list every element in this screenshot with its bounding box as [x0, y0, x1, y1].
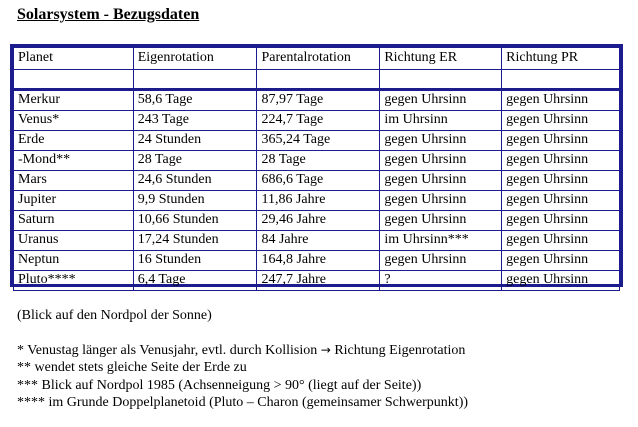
table-cell: gegen Uhrsinn: [502, 131, 620, 151]
note-venus-direction: Richtung Eigenrotation: [334, 342, 466, 358]
table-cell: gegen Uhrsinn: [502, 151, 620, 171]
table-blank-row: [14, 70, 620, 90]
table-cell: gegen Uhrsinn: [502, 90, 620, 111]
table-cell: Saturn: [14, 211, 134, 231]
table-cell: Jupiter: [14, 191, 134, 211]
note-mond: ** wendet stets gleiche Seite der Erde zu: [17, 360, 247, 375]
arrow-right-icon: →: [320, 342, 331, 357]
table-row: [14, 171, 620, 191]
table-row: [14, 211, 620, 231]
table-cell: 686,6 Tage: [257, 171, 380, 191]
table-row: [14, 251, 620, 271]
table-cell: -Mond**: [14, 151, 134, 171]
table-cell: gegen Uhrsinn: [502, 171, 620, 191]
table-cell: gegen Uhrsinn: [502, 271, 620, 291]
table-cell: 164,8 Jahre: [257, 251, 380, 271]
table-cell: gegen Uhrsinn: [502, 111, 620, 131]
table-cell: gegen Uhrsinn: [380, 211, 502, 231]
note-pluto: **** im Grunde Doppelplanetoid (Pluto – Charon (gemeinsamer Schwerpunkt)): [17, 395, 469, 410]
table-cell: Mars: [14, 171, 134, 191]
table-row: [14, 90, 620, 111]
table-cell: Uranus: [14, 231, 134, 251]
table-cell: 365,24 Tage: [257, 131, 380, 151]
table-row: [14, 131, 620, 151]
table-cell: 224,7 Tage: [257, 111, 380, 131]
table-header-row: [14, 48, 620, 70]
reference-data-table: [13, 47, 620, 291]
table-cell: gegen Uhrsinn: [380, 151, 502, 171]
page-title: Solarsystem - Bezugsdaten: [17, 6, 200, 23]
table-cell: 28 Tage: [257, 151, 380, 171]
table-cell: 17,24 Stunden: [133, 231, 257, 251]
note-view: (Blick auf den Nordpol der Sonne): [17, 308, 212, 323]
table-cell: 16 Stunden: [133, 251, 257, 271]
header-planet: Planet: [14, 48, 134, 70]
note-venus-text: * Venustag länger als Venusjahr, evtl. durch Kollision: [17, 342, 318, 358]
table-row: [14, 271, 620, 291]
table-cell: gegen Uhrsinn: [502, 191, 620, 211]
table-cell: gegen Uhrsinn: [502, 251, 620, 271]
table-cell: gegen Uhrsinn: [502, 211, 620, 231]
table-row: [14, 111, 620, 131]
table-cell: 6,4 Tage: [133, 271, 257, 291]
table-row: [14, 151, 620, 171]
note-venus: [17, 342, 468, 360]
table-cell: Venus*: [14, 111, 134, 131]
header-parentalrotation: Parentalrotation: [257, 48, 380, 70]
table-row: [14, 231, 620, 251]
table-cell: 11,86 Jahre: [257, 191, 380, 211]
table-cell: 84 Jahre: [257, 231, 380, 251]
table-cell: ?: [380, 271, 502, 291]
table-cell: 243 Tage: [133, 111, 257, 131]
header-richtung-pr: Richtung PR: [502, 48, 620, 70]
table-cell: Erde: [14, 131, 134, 151]
table-cell: gegen Uhrsinn: [380, 131, 502, 151]
table-cell: 9,9 Stunden: [133, 191, 257, 211]
table-cell: Pluto****: [14, 271, 134, 291]
table-cell: 58,6 Tage: [133, 90, 257, 111]
table-cell: gegen Uhrsinn: [380, 90, 502, 111]
note-uranus: *** Blick auf Nordpol 1985 (Achsenneigung > 90° (liegt auf der Seite)): [17, 377, 422, 393]
table-cell: gegen Uhrsinn: [502, 231, 620, 251]
table-cell: Neptun: [14, 251, 134, 271]
table-cell: 10,66 Stunden: [133, 211, 257, 231]
table-cell: 24 Stunden: [133, 131, 257, 151]
table-cell: gegen Uhrsinn: [380, 191, 502, 211]
table-cell: Merkur: [14, 90, 134, 111]
footnotes: [17, 307, 468, 412]
table-row: [14, 191, 620, 211]
table-cell: 87,97 Tage: [257, 90, 380, 111]
table-cell: im Uhrsinn***: [380, 231, 502, 251]
table-cell: 247,7 Jahre: [257, 271, 380, 291]
header-richtung-er: Richtung ER: [380, 48, 502, 70]
header-eigenrotation: Eigenrotation: [133, 48, 257, 70]
table-cell: gegen Uhrsinn: [380, 171, 502, 191]
table-cell: 29,46 Jahre: [257, 211, 380, 231]
table-cell: gegen Uhrsinn: [380, 251, 502, 271]
table-cell: im Uhrsinn: [380, 111, 502, 131]
table-cell: 24,6 Stunden: [133, 171, 257, 191]
table-cell: 28 Tage: [133, 151, 257, 171]
